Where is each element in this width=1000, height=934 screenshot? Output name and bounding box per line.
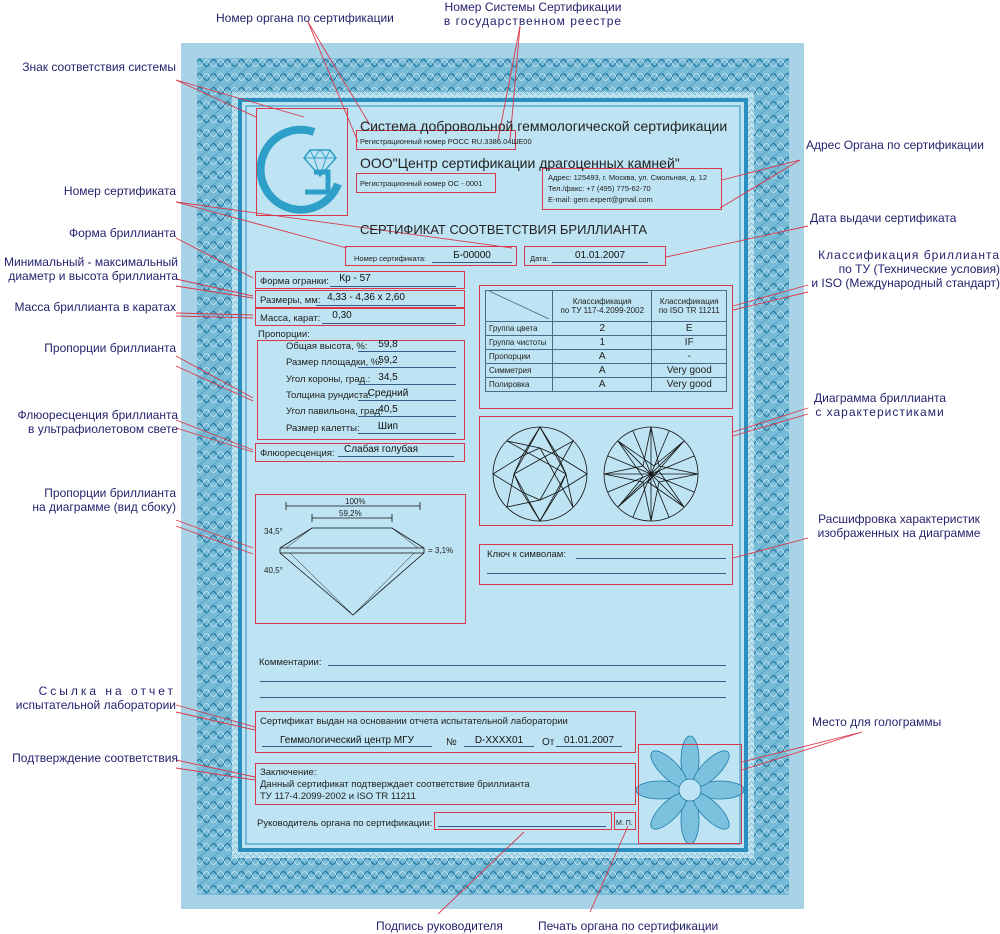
proportion-underline (358, 351, 456, 352)
side-girdle-label: = 3,1% (428, 546, 454, 555)
dims-underline (316, 305, 456, 306)
side-table-label: 59,2% (339, 509, 362, 518)
conclusion-title: Заключение: (260, 767, 317, 778)
comments-underline-2 (260, 681, 726, 682)
annotation-signature: Подпись руководителя (376, 919, 503, 933)
key-underline-2 (487, 573, 726, 574)
annotation-issue-date: Дата выдачи сертификата (810, 211, 957, 225)
lab-name-underline (262, 746, 432, 747)
proportion-underline (358, 400, 456, 401)
annotation-side-proportions-line1: Пропорции бриллианта (44, 486, 176, 500)
conclusion-line2: ТУ 117-4.2099-2002 и ISO TR 11211 (260, 791, 416, 802)
date-value: 01.01.2007 (574, 250, 626, 261)
annotation-dims (0, 255, 178, 283)
cert-number-underline (432, 262, 512, 263)
annotation-system-number (438, 0, 628, 28)
annotation-key-line2: изображенных на диаграмме (817, 526, 981, 540)
classification-row (486, 364, 727, 378)
side-crown-label: 34,5° (264, 527, 283, 536)
lab-date: 01.01.2007 (563, 735, 615, 746)
mass-value: 0,30 (332, 310, 352, 321)
proportion-value: 40,5 (378, 404, 398, 416)
col-tu-header-line1: Классификация (572, 297, 632, 306)
classification-row (486, 350, 727, 364)
proportion-label: Размер площадки, %: (286, 357, 382, 369)
conclusion-line1: Данный сертификат подтверждает соответствие бриллианта (260, 779, 530, 790)
annotation-side-proportions-line2: на диаграмме (вид сбоку) (32, 500, 176, 514)
lab-intro: Сертификат выдан на основании отчета испытательной лаборатории (260, 716, 568, 727)
cert-number-value: Б-00000 (453, 250, 491, 261)
iso-value-cell: Very good (652, 364, 727, 378)
annotation-key (806, 512, 992, 540)
lab-no-label: № (446, 737, 457, 748)
certificate-title: СЕРТИФИКАТ СООТВЕТСТВИЯ БРИЛЛИАНТА (360, 222, 648, 237)
annotation-organ-address: Адрес Органа по сертификации (806, 138, 984, 152)
logo-box (256, 108, 348, 216)
annotation-dims-line1: Минимальный - максимальный (4, 255, 178, 269)
org-address (548, 172, 707, 205)
mass-label: Масса, карат: (260, 313, 321, 324)
annotation-system-number-line2: в государственном реестре (443, 14, 623, 28)
address-line: Адрес: 125493, г. Москва, ул. Смольная, д. 12 (548, 173, 708, 182)
annotation-system-mark: Знак соответствия системы (22, 60, 176, 74)
proportion-label: Общая высота, %: (286, 341, 368, 352)
annotation-confirmation: Подтверждение соответствия (12, 751, 178, 765)
col-tu-header-line2: по ТУ 117-4.2099-2002 (560, 306, 645, 315)
col-iso-header (652, 291, 727, 322)
annotation-side-proportions (0, 486, 176, 514)
row-label-cell: Пропорции (486, 350, 553, 364)
tu-value-cell: 1 (553, 336, 652, 350)
classification-corner-cell (486, 291, 553, 322)
classification-row (486, 378, 727, 392)
date-label: Дата: (530, 254, 549, 263)
proportion-underline (358, 416, 456, 417)
classification-row (486, 336, 727, 350)
fluor-value: Слабая голубая (343, 444, 419, 455)
system-reg-number: Регистрационный номер РОСС RU.3386.04ШЕ00 (360, 137, 532, 146)
proportion-value: Средний (367, 387, 409, 399)
lab-no-underline (464, 746, 534, 747)
mp-label: М. П. (616, 820, 633, 827)
annotation-classification-line2: по ТУ (Технические условия) (838, 262, 1000, 276)
iso-value-cell: IF (652, 336, 727, 350)
fluor-underline (338, 456, 454, 457)
iso-value-cell: Very good (652, 378, 727, 392)
proportion-label: Угол короны, град.: (286, 373, 371, 385)
annotation-lab-reference-line1: Ссылка на отчет (38, 684, 176, 698)
classification-row (486, 322, 727, 336)
annotation-diagram-line1: Диаграмма бриллианта (813, 391, 947, 405)
signature-box (434, 812, 612, 830)
col-tu-header (553, 291, 652, 322)
lab-from-label: От (542, 737, 555, 748)
org-name: ООО"Центр сертификации драгоценных камней" (360, 155, 680, 171)
proportions-title: Пропорции: (258, 329, 310, 340)
comments-underline-3 (260, 697, 726, 698)
date-underline (552, 262, 648, 263)
proportion-label: Толщина рундиста: (286, 389, 371, 401)
proportion-value: 59,8 (378, 339, 398, 350)
proportion-underline (358, 367, 456, 368)
annotation-lab-reference (0, 684, 176, 712)
tu-value-cell: A (553, 364, 652, 378)
org-reg-number: Регистрационный номер ОС - 0001 (360, 179, 483, 188)
lab-date-underline (556, 746, 622, 747)
annotation-classification-line1: Классификация бриллианта (818, 248, 1000, 262)
annotation-fluorescence-line2: в ультрафиолетовом свете (28, 422, 178, 436)
annotation-mass: Масса бриллианта в каратах (14, 300, 176, 314)
annotation-classification-line3: и ISO (Международный стандарт) (811, 276, 1000, 290)
annotation-dims-line2: диаметр и высота бриллианта (8, 269, 178, 283)
lab-no: D-XXXX01 (474, 735, 524, 746)
iso-value-cell: - (652, 350, 727, 364)
annotation-lab-reference-line2: испытательной лаборатории (15, 698, 176, 712)
row-label-cell: Группа чистоты (486, 336, 553, 350)
lab-name: Геммологический центр МГУ (280, 735, 414, 746)
row-label-cell: Симметрия (486, 364, 553, 378)
col-iso-header-line1: Классификация (659, 297, 719, 306)
annotation-hologram: Место для голограммы (812, 715, 942, 729)
annotation-diagram-line2: с характеристиками (815, 405, 945, 419)
comments-label: Комментарии: (259, 657, 322, 668)
fluor-label: Флюоресценция: (260, 448, 335, 459)
classification-table (485, 290, 727, 392)
annotation-classification (790, 248, 1000, 290)
annotation-system-number-line1: Номер Системы Сертификации (444, 0, 622, 14)
proportion-value: 59,2 (378, 355, 398, 367)
phone-line: Тел./факс: +7 (495) 775-62-70 (548, 184, 651, 193)
annotation-shape: Форма бриллианта (68, 226, 176, 240)
diagonal-line (489, 291, 549, 319)
dims-value: 4,33 - 4,36 х 2,60 (327, 292, 405, 303)
dims-label: Размеры, мм: (260, 295, 321, 306)
shape-underline (330, 286, 456, 287)
shape-value: Кр - 57 (339, 273, 371, 284)
tu-value-cell: A (553, 378, 652, 392)
tu-value-cell: 2 (553, 322, 652, 336)
key-label: Ключ к символам: (487, 549, 566, 560)
row-label-cell: Полировка (486, 378, 553, 392)
side-pavilion-label: 40,5° (264, 566, 283, 575)
tu-value-cell: A (553, 350, 652, 364)
comments-underline-1 (328, 665, 726, 666)
annotation-diagram (790, 391, 970, 419)
cert-number-label: Номер сертификата: (354, 254, 427, 263)
annotation-proportions: Пропорции бриллианта (44, 341, 176, 355)
email-line: E-mail: gem.expert@gmail.com (548, 195, 653, 204)
proportion-value: Шип (377, 420, 399, 432)
diagram-box (479, 416, 733, 526)
col-iso-header-line2: по ISO TR 11211 (658, 306, 720, 315)
proportion-label: Угол павильона, град: (286, 406, 383, 418)
shape-label: Форма огранки: (260, 276, 329, 287)
hologram-box (638, 744, 742, 844)
row-label-cell: Группа цвета (486, 322, 553, 336)
classification-header-row (486, 291, 727, 322)
annotation-organ-number: Номер органа по сертификации (216, 11, 394, 25)
proportion-value: 34,5 (378, 371, 398, 383)
annotation-key-line1: Расшифровка характеристик (818, 512, 980, 526)
system-title: Система добровольной геммологической сертификации (360, 118, 728, 134)
annotation-fluorescence (0, 408, 178, 436)
proportion-underline (358, 384, 456, 385)
proportion-label: Размер калетты: (286, 422, 360, 434)
iso-value-cell: E (652, 322, 727, 336)
proportion-underline (358, 433, 456, 434)
signature-underline (438, 826, 606, 827)
mass-underline (322, 323, 456, 324)
annotation-cert-number: Номер сертификата (63, 184, 176, 198)
head-label: Руководитель органа по сертификации: (257, 818, 433, 829)
side-total-label: 100% (345, 497, 366, 506)
annotation-seal: Печать органа по сертификации (538, 919, 719, 933)
annotation-fluorescence-line1: Флюоресценция бриллианта (17, 408, 178, 422)
key-underline-1 (576, 558, 726, 559)
